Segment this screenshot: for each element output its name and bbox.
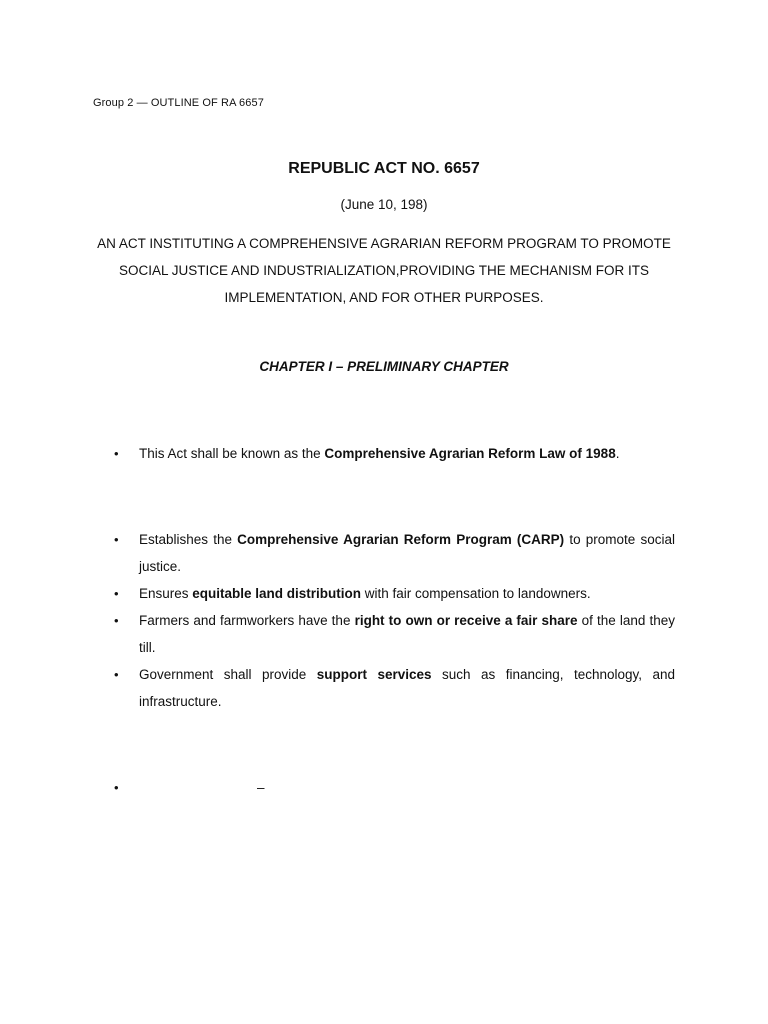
list-item — [0, 607, 675, 661]
item-text: This Act shall be known as the — [139, 446, 325, 461]
act-description-line: SOCIAL JUSTICE AND INDUSTRIALIZATION,PROVIDING THE MECHANISM FOR ITS — [118, 263, 650, 278]
item-text: Farmers and farmworkers have the — [139, 613, 355, 628]
act-description-line: IMPLEMENTATION, AND FOR OTHER PURPOSES. — [224, 290, 544, 305]
bullet-icon: • — [114, 532, 119, 547]
bullet-icon: • — [114, 613, 119, 628]
bullet-icon: • — [114, 667, 119, 682]
item-text: Ensures — [139, 586, 193, 601]
item-text: such as financing, technology, and infrastructure. — [139, 667, 676, 709]
item-text: Establishes the — [139, 532, 238, 547]
bullet-icon: • — [114, 586, 119, 601]
bullet-icon: • — [114, 446, 119, 461]
item-bold-text: Comprehensive Agrarian Reform Program (CARP) — [237, 532, 565, 547]
item-text: with fair compensation to landowners. — [361, 586, 591, 601]
act-title: REPUBLIC ACT NO. 6657 — [288, 160, 480, 177]
list-item — [0, 661, 675, 715]
list-item — [0, 526, 675, 580]
chapter-title: CHAPTER I – PRELIMINARY CHAPTER — [259, 359, 509, 374]
item-text: of the land they till. — [139, 613, 675, 655]
act-description-line: AN ACT INSTITUTING A COMPREHENSIVE AGRARIAN REFORM PROGRAM TO PROMOTE — [97, 236, 671, 251]
act-description — [85, 230, 683, 311]
bullet-icon: • — [114, 780, 119, 795]
item-bold-text: right to own or receive a fair share — [354, 613, 578, 628]
item-text: . — [615, 446, 620, 461]
item-dash: – — [257, 780, 265, 795]
bullet-list-title — [0, 440, 768, 467]
item-bold-text: Comprehensive Agrarian Reform Law of 1988 — [324, 446, 616, 461]
bullet-list-trailing — [0, 774, 768, 801]
item-bold-text: support services — [316, 667, 432, 682]
list-item — [0, 774, 675, 801]
item-text: Government shall provide — [139, 667, 317, 682]
act-date: (June 10, 198) — [340, 197, 428, 212]
bullet-list-principles — [0, 526, 768, 715]
list-item — [0, 580, 675, 607]
list-item — [0, 440, 675, 467]
item-text: to promote social justice. — [139, 532, 675, 574]
header-note: Group 2 — OUTLINE OF RA 6657 — [93, 97, 264, 109]
item-bold-text: equitable land distribution — [192, 586, 362, 601]
